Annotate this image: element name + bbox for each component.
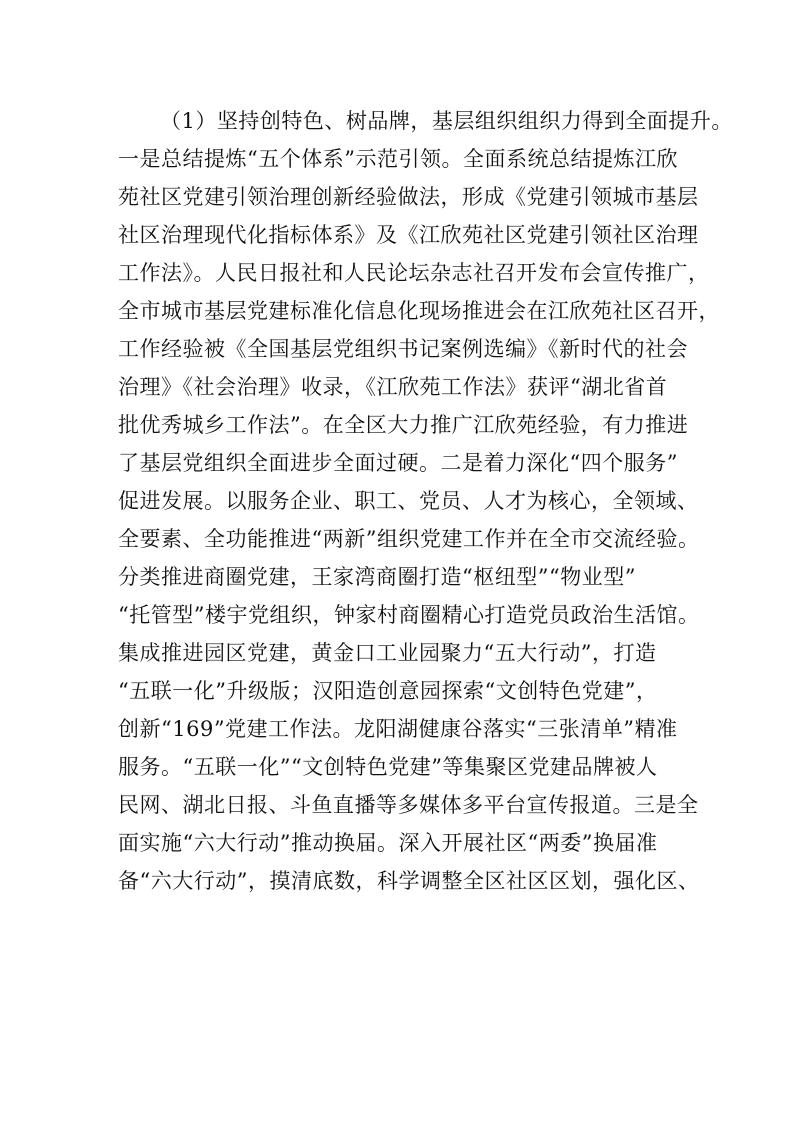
text-line: 了基层党组织全面进步全面过硬。二是着力深化“四个服务”: [118, 451, 678, 475]
text-line: “五联一化”升级版；汉阳造创意园探索“文创特色党建”，: [118, 679, 658, 703]
text-line: 苑社区党建引领治理创新经验做法，形成《党建引领城市基层: [118, 185, 699, 209]
text-line: 服务。“五联一化”“文创特色党建”等集聚区党建品牌被人: [118, 755, 658, 779]
text-line: 分类推进商圈党建，王家湾商圈打造“枢纽型”“物业型”: [118, 565, 636, 589]
text-line: 集成推进园区党建，黄金口工业园聚力“五大行动”，打造: [118, 641, 657, 665]
text-line: 批优秀城乡工作法”。在全区大力推广江欣苑经验，有力推进: [118, 413, 689, 437]
text-line: 促进发展。以服务企业、职工、党员、人才为核心，全领域、: [118, 489, 699, 513]
text-line: （1）坚持创特色、树品牌，基层组织组织力得到全面提升。: [160, 109, 733, 133]
text-line: 工作法》。人民日报社和人民论坛杂志社召开发布会宣传推广，: [118, 261, 710, 285]
text-line: 创新“169”党建工作法。龙阳湖健康谷落实“三张清单”精准: [118, 717, 678, 741]
text-line: 民网、湖北日报、斗鱼直播等多媒体多平台宣传报道。三是全: [118, 793, 699, 817]
text-line: 全要素、全功能推进“两新”组织党建工作并在全市交流经验。: [118, 527, 700, 551]
text-line: 一是总结提炼“五个体系”示范引领。全面系统总结提炼江欣: [118, 147, 678, 171]
text-line: “托管型”楼宇党组织，钟家村商圈精心打造党员政治生活馆。: [118, 603, 700, 627]
text-line: 面实施“六大行动”推动换届。深入开展社区“两委”换届准: [118, 831, 658, 855]
text-line: 全市城市基层党建标准化信息化现场推进会在江欣苑社区召开，: [118, 299, 720, 323]
text-line: 社区治理现代化指标体系》及《江欣苑社区党建引领社区治理: [118, 223, 699, 247]
body-text: [118, 102, 733, 900]
text-line: 备“六大行动”，摸清底数，科学调整全区社区区划，强化区、: [118, 869, 700, 893]
text-line: 工作经验被《全国基层党组织书记案例选编》《新时代的社会: [118, 337, 688, 361]
text-line: 治理》《社会治理》收录，《江欣苑工作法》获评“湖北省首: [118, 375, 668, 399]
